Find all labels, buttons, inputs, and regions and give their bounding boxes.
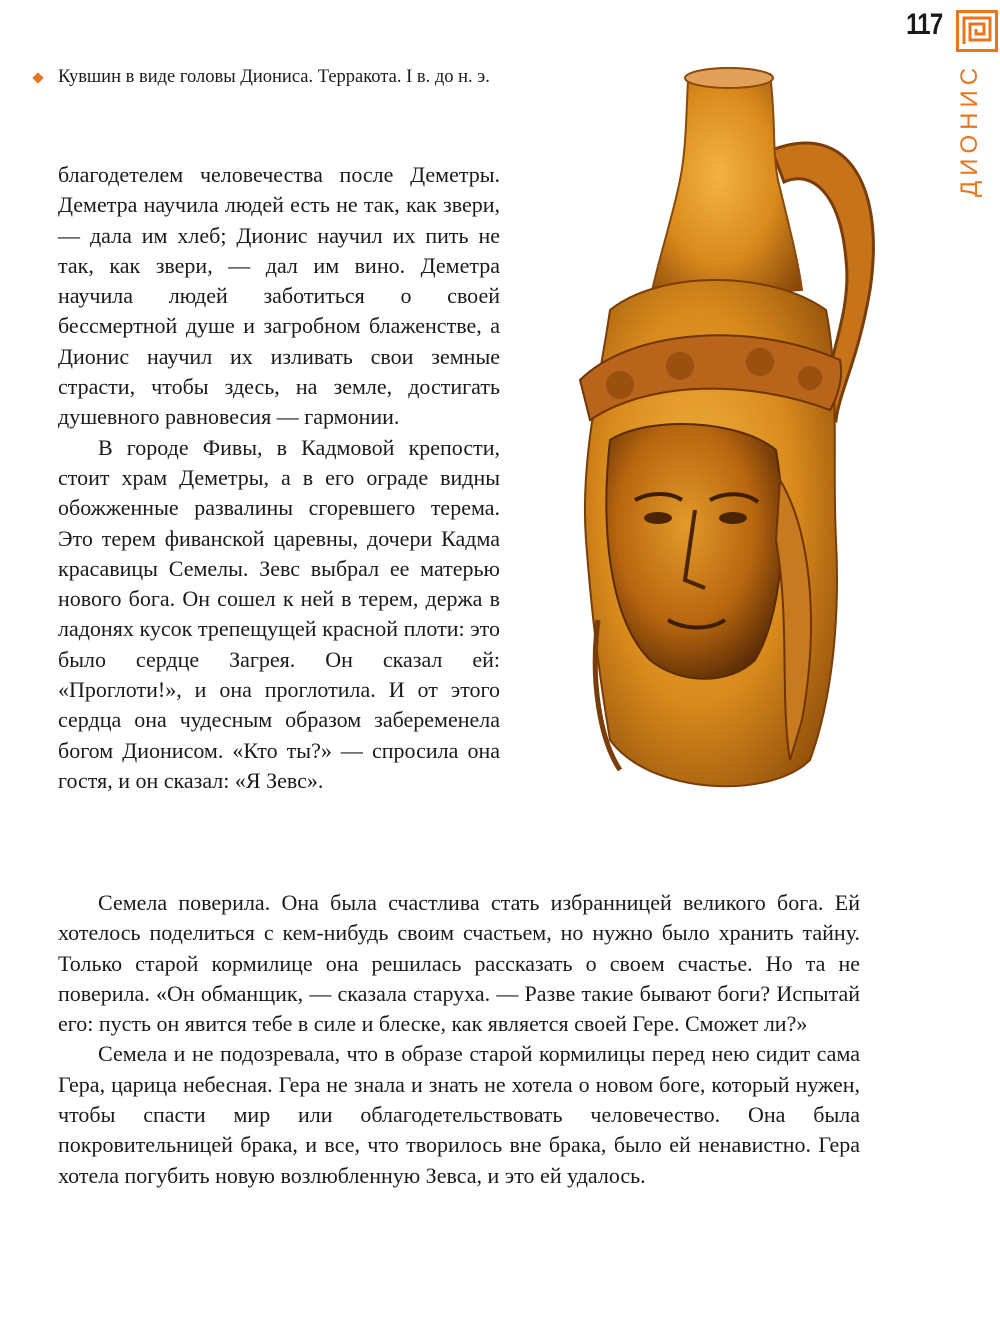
paragraph: Семела и не подозревала, что в образе старой кормилицы перед нею сидит сама Гера, царица небесная. Гера не знала и знать не хотела о новом боге, который нужен, чтобы спасти мир или облагодетельствовать человечество. Она была покровительницей брака, и все, что творилось вне брака, было ей ненавистно. Гера хотела погубить новую возлюбленную Зевса, и это ей удалось. — [58, 1041, 860, 1188]
running-head — [950, 60, 990, 200]
dionysus-jug-image — [540, 60, 900, 820]
page-number: 117 — [905, 8, 942, 41]
column-text — [58, 160, 500, 796]
paragraph: благодетелем человечества после Деметры. Деметра научила людей есть не так, как звери, — дала им хлеб; Дионис научил их пить не так, как звери, — дал им вино. Деметра научила людей заботиться о своей бессмертной душе и загробном блаженстве, а Дионис научил их изливать свои земные страсти, чтобы здесь, на земле, достигать душевного равновесия — гармонии. — [58, 162, 500, 430]
jug-neck — [650, 74, 802, 300]
caption-bullet-icon — [32, 72, 43, 83]
greek-meander-icon — [956, 10, 998, 52]
running-head-text: ДИОНИС — [956, 62, 983, 198]
paragraph: Семела поверила. Она была счастлива стать избранницей великого бога. Ей хотелось поделиться с кем-нибудь своим счастьем, но нужно было хранить тайну. Только старой кормилице она решилась рассказать о своем счастье. Но та не поверила. «Он обманщик, — сказала старуха. — Разве такие бывают боги? Испытай его: пусть он явится тебе в силе и блеске, как является своей Гере. Сможет ли?» — [58, 890, 860, 1037]
figure-caption: Кувшин в виде головы Диониса. Терракота. I в. до н. э. — [58, 67, 490, 87]
full-width-text — [58, 888, 860, 1191]
paragraph: В городе Фивы, в Кадмовой крепости, стоит храм Деметры, а в его ограде видны обожженные развалины сгоревшего терема. Это терем фиванской царевны, дочери Кадма красавицы Семелы. Зевс выбрал ее матерью нового бога. Он сошел к ней в терем, держа в ладонях кусок трепещущей красной плоти: это было сердце Загрея. Он сказал ей: «Проглоти!», и она проглотила. И от этого сердца она чудесным образом забеременела богом Дионисом. «Кто ты?» — спросила она гостя, и он сказал: «Я Зевс». — [58, 434, 500, 793]
